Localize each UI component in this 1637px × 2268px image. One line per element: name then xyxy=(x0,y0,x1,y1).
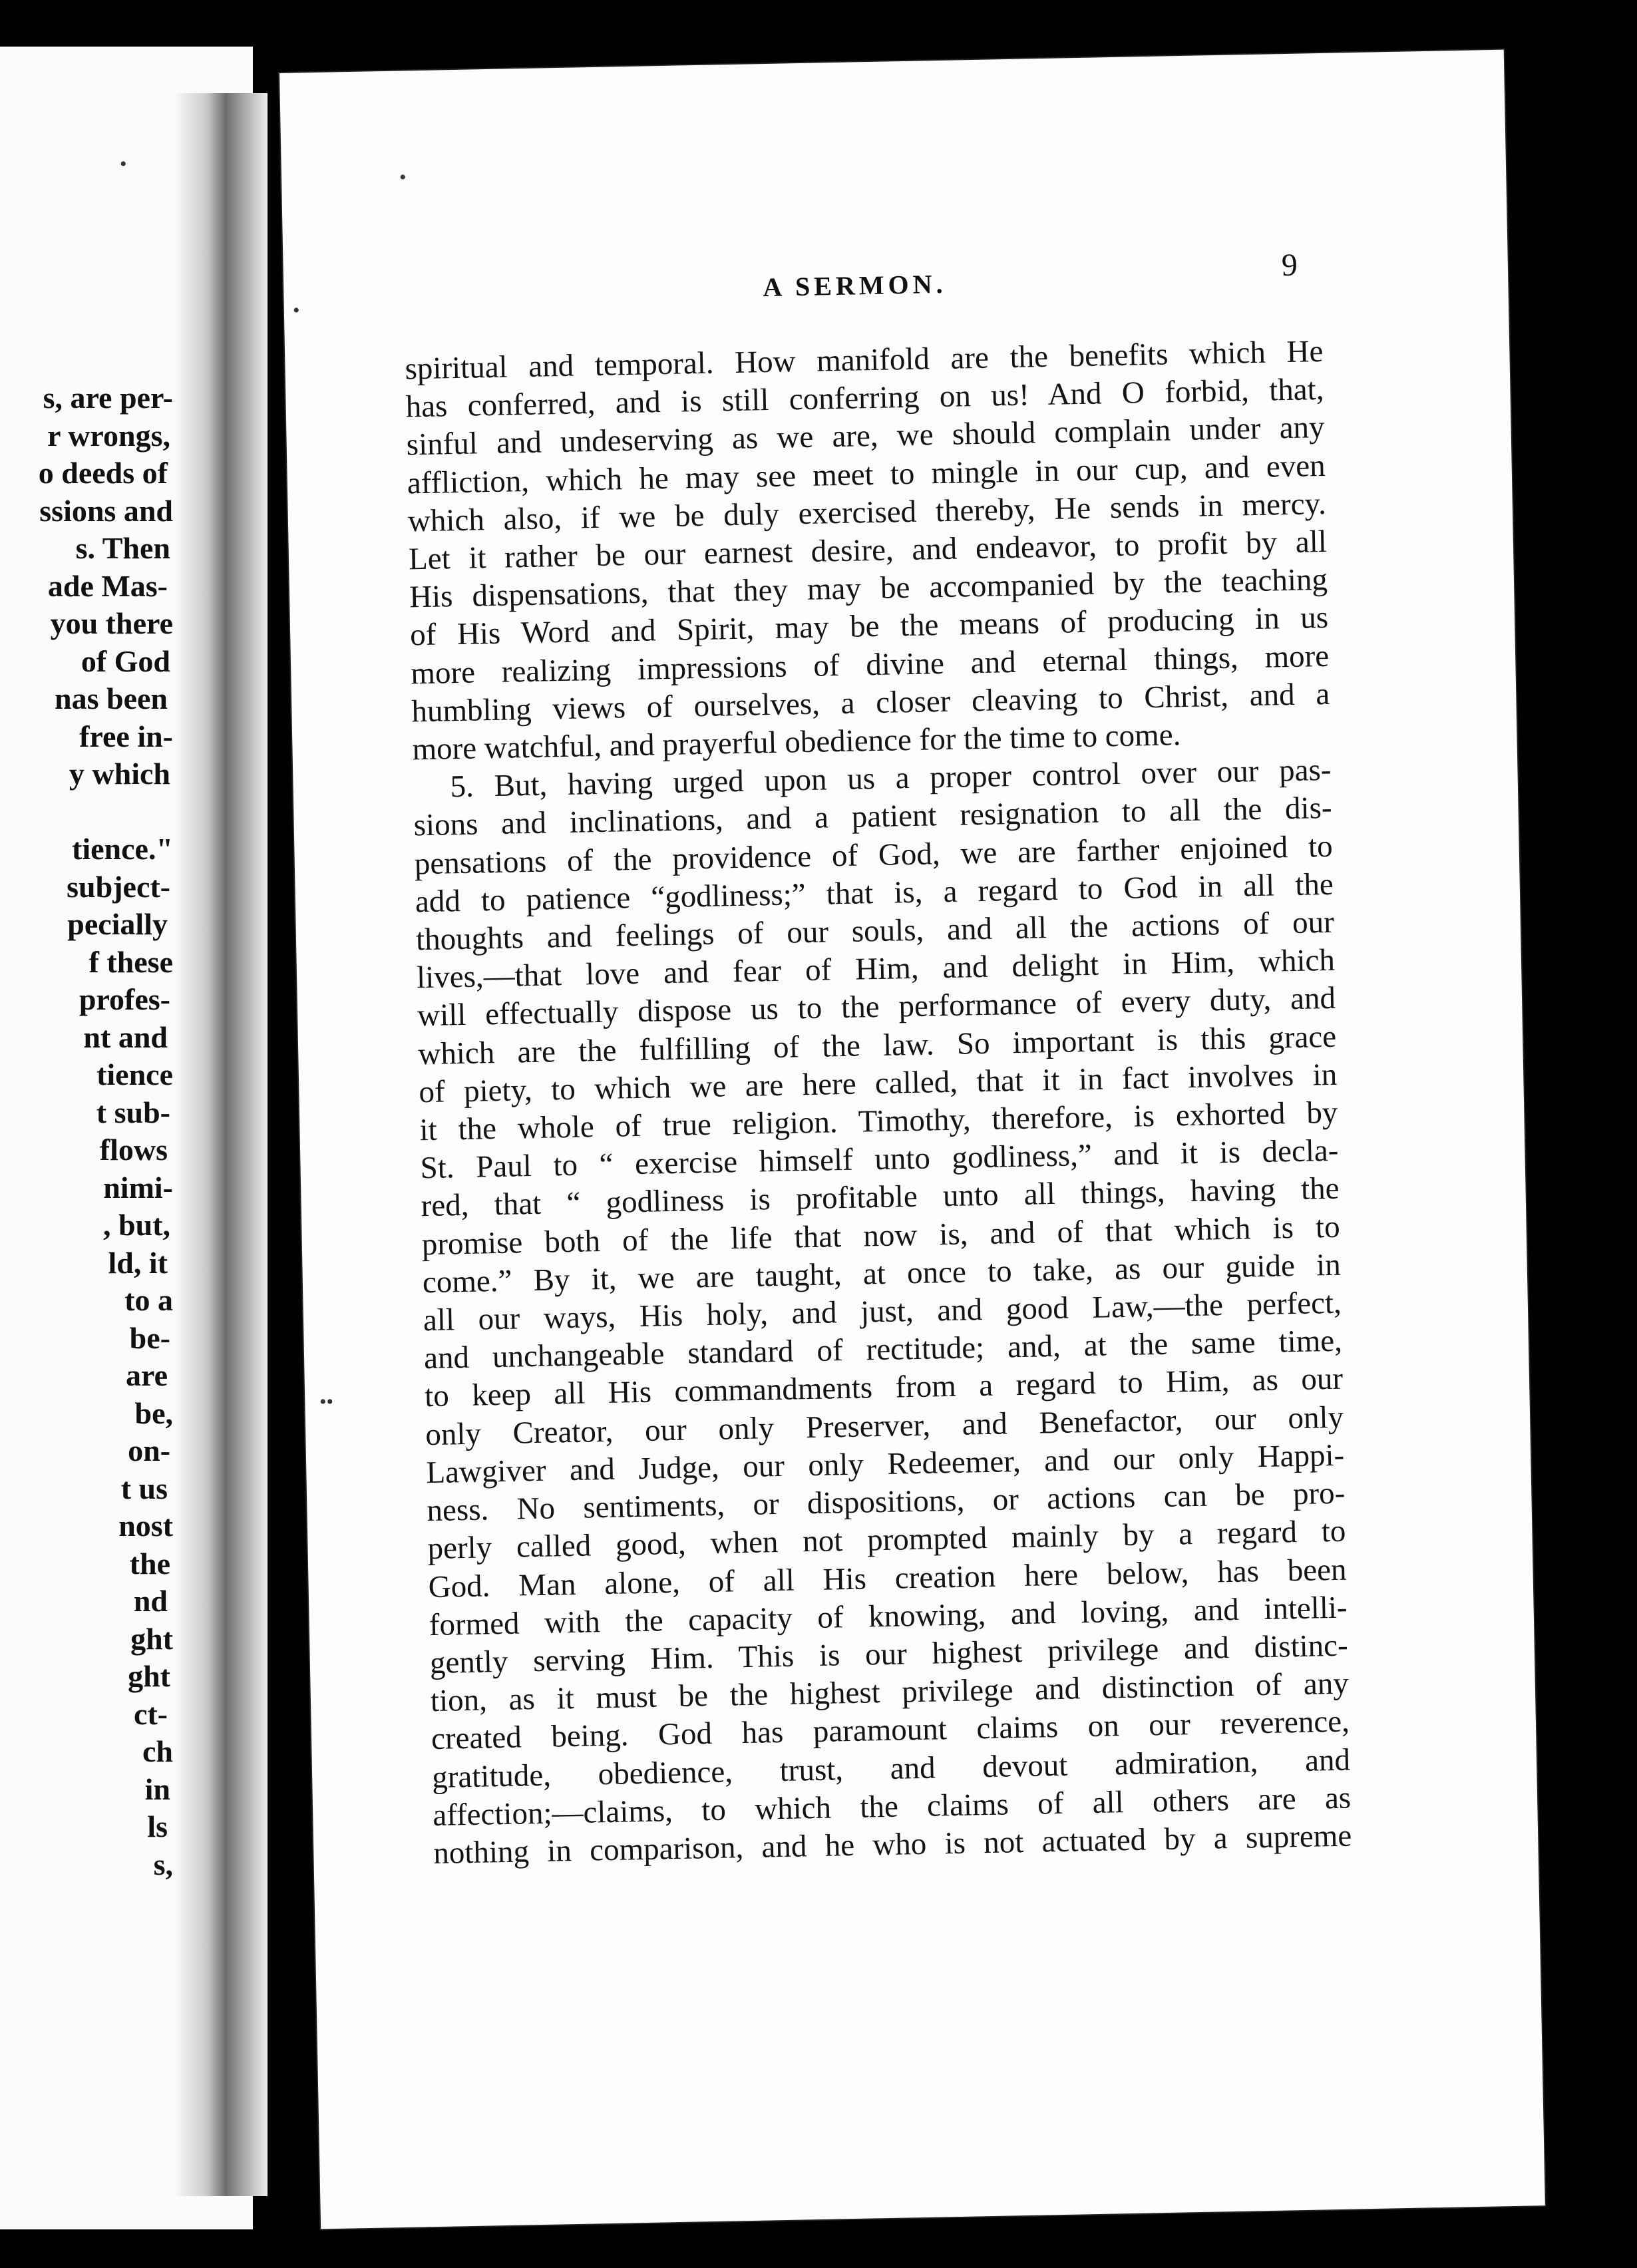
text-line: affliction, which he may see meet to mingle in our cup, and even xyxy=(407,448,1326,501)
facing-page-line: profes- xyxy=(79,982,170,1016)
scan-speck: • xyxy=(120,153,127,175)
text-line: which are the fulfilling of the law. So important is this grace xyxy=(417,1019,1337,1071)
book-page xyxy=(279,50,1545,2229)
text-line: lives,—that love and fear of Him, and delight in Him, which xyxy=(416,943,1336,996)
text-line: only Creator, our only Preserver, and Benefactor, our only xyxy=(425,1400,1344,1452)
facing-page-line: nost xyxy=(118,1509,173,1543)
text-line: His dispensations, that they may be accompanied by the teaching xyxy=(409,562,1328,615)
scan-speck: •• xyxy=(319,1391,334,1413)
facing-page-line: of God xyxy=(81,644,170,678)
facing-page-line: ade Mas- xyxy=(47,568,168,603)
facing-page-line: t us xyxy=(120,1471,168,1505)
text-line: red, that “ godliness is profitable unto all things, having the xyxy=(421,1171,1340,1224)
page-number: 9 xyxy=(1281,247,1298,284)
running-head: A SERMON. xyxy=(762,268,947,303)
facing-page-line: the xyxy=(129,1546,170,1581)
text-line: promise both of the life that now is, and of that which is to xyxy=(421,1209,1341,1262)
facing-page-line: r wrongs, xyxy=(47,418,170,453)
facing-page-line: pecially xyxy=(67,907,168,941)
text-line: more realizing impressions of divine and eternal things, more xyxy=(410,638,1330,691)
sermon-body-text xyxy=(405,333,1352,1873)
text-line: come.” By it, we are taught, at once to take, as our guide in xyxy=(422,1247,1342,1300)
text-line: tion, as it must be the highest privilege and distinction of any xyxy=(430,1666,1350,1719)
text-line: formed with the capacity of knowing, and loving, and intelli- xyxy=(429,1590,1348,1642)
facing-page-line: ld, it xyxy=(108,1245,168,1280)
text-line: of His Word and Spirit, may be the means of producing in us xyxy=(409,600,1329,653)
facing-page-line: nas been xyxy=(55,681,168,715)
facing-page-line: ssions and xyxy=(39,493,173,528)
facing-page-line: ch xyxy=(142,1734,173,1768)
facing-page-line: f these xyxy=(89,944,173,979)
facing-page-line: on- xyxy=(128,1433,170,1467)
facing-page-line: s, are per- xyxy=(43,381,173,415)
text-line: which also, if we be duly exercised thereby, He sends in mercy. xyxy=(407,486,1327,539)
facing-page-line: tience." xyxy=(72,832,173,866)
book-gutter-shadow xyxy=(174,93,268,2196)
scan-speck: • xyxy=(293,299,300,321)
text-line: to keep all His commandments from a regard to Him, as our xyxy=(424,1362,1344,1414)
facing-page-line: ght xyxy=(128,1659,170,1693)
facing-page-line: s, xyxy=(153,1847,173,1881)
text-line: will effectually dispose us to the performance of every duty, and xyxy=(417,981,1336,1034)
facing-page-line: be, xyxy=(134,1396,173,1430)
text-line: spiritual and temporal. How manifold are the benefits which He xyxy=(405,333,1324,387)
facing-page-line: ct- xyxy=(133,1696,168,1731)
facing-page-line: flows xyxy=(99,1133,168,1167)
facing-page-line: free in- xyxy=(79,719,173,753)
facing-page-line: be- xyxy=(129,1320,170,1355)
facing-page-line: ght xyxy=(130,1621,173,1656)
facing-page-line: you there xyxy=(50,606,173,640)
facing-page-line: s. Then xyxy=(75,531,170,565)
text-line: St. Paul to “ exercise himself unto godliness,” and it is decla- xyxy=(420,1133,1339,1186)
text-line: God. Man alone, of all His creation here below, has been xyxy=(428,1552,1347,1605)
text-line: created being. God has paramount claims on our reverence, xyxy=(431,1704,1350,1757)
text-line: Let it rather be our earnest desire, and endeavor, to profit by all xyxy=(408,524,1328,577)
text-line: of piety, to which we are here called, that it in fact involves in xyxy=(418,1057,1338,1110)
text-line: nothing in comparison, and he who is not actuated by a supreme xyxy=(433,1818,1352,1871)
facing-page-line: o deeds of xyxy=(38,456,168,490)
facing-page-line: t sub- xyxy=(96,1095,170,1129)
text-line: thoughts and feelings of our souls, and all the actions of our xyxy=(415,904,1335,958)
text-line: all our ways, His holy, and just, and good Law,—the perfect, xyxy=(423,1285,1342,1338)
text-line: and unchangeable standard of rectitude; and, at the same time, xyxy=(423,1323,1343,1376)
text-line: more watchful, and prayerful obedience for the time to come. xyxy=(412,717,1181,767)
facing-page-line: nt and xyxy=(83,1020,168,1054)
facing-page-line: tience xyxy=(96,1057,173,1091)
facing-page-line: ls xyxy=(147,1809,168,1843)
text-line: pensations of the providence of God, we are farther enjoined to xyxy=(414,829,1334,881)
text-line: gratitude, obedience, trust, and devout admiration, and xyxy=(431,1742,1351,1795)
text-line: gently serving Him. This is our highest privilege and distinc- xyxy=(429,1628,1349,1681)
text-line: sinful and undeserving as we are, we should complain under any xyxy=(406,410,1326,463)
text-line: ness. No sentiments, or dispositions, or actions can be pro- xyxy=(427,1475,1346,1529)
text-line: perly called good, when not prompted mainly by a regard to xyxy=(427,1513,1346,1567)
text-line: humbling views of ourselves, a closer cleaving to Christ, and a xyxy=(411,676,1330,729)
facing-page-line: nimi- xyxy=(103,1170,173,1205)
text-line: it the whole of true religion. Timothy, therefore, is exhorted by xyxy=(419,1095,1338,1148)
facing-page-line: nd xyxy=(133,1584,168,1618)
facing-page-line: y which xyxy=(69,757,170,791)
facing-page-line: in xyxy=(144,1772,170,1806)
text-line: add to patience “godliness;” that is, a regard to God in all the xyxy=(415,866,1334,920)
text-line: affection;—claims, to which the claims of all others are as xyxy=(432,1780,1352,1833)
paragraph-start-line: 5. But, having urged upon us a proper control over our pas- xyxy=(450,753,1332,805)
facing-page-line: to a xyxy=(124,1283,173,1317)
text-line: has conferred, and is still conferring on us! And O forbid, that, xyxy=(405,372,1324,425)
facing-page-line: subject- xyxy=(67,869,170,904)
text-line: sions and inclinations, and a patient resignation to all the dis- xyxy=(413,791,1332,843)
facing-page-line: , but, xyxy=(103,1208,170,1242)
scan-speck: • xyxy=(399,166,407,188)
text-line: Lawgiver and Judge, our only Redeemer, and our only Happi- xyxy=(425,1437,1345,1491)
facing-page-line: are xyxy=(125,1358,168,1392)
